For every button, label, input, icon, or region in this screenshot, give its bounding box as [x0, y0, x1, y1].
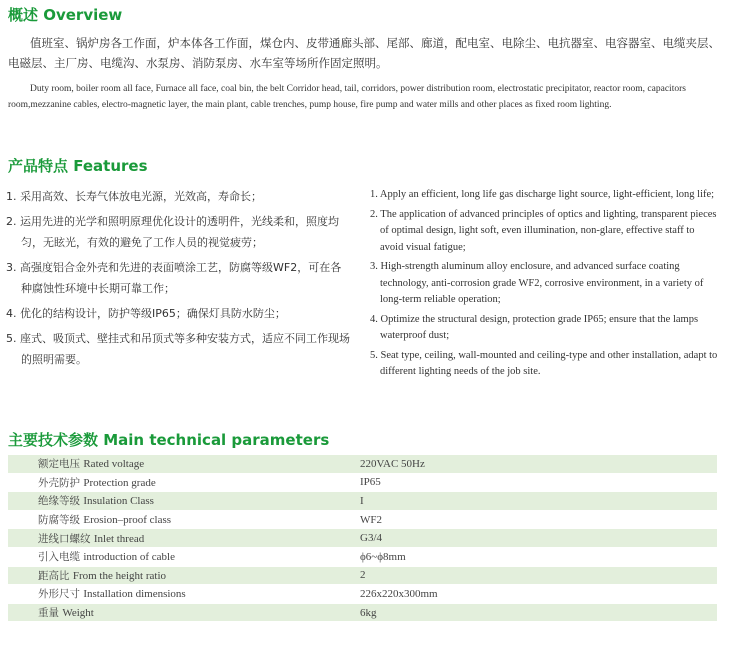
- param-label-cn: 进线口螺纹: [38, 532, 91, 545]
- features-heading: 产品特点 Features: [8, 157, 148, 175]
- table-row: [8, 529, 717, 548]
- param-value: ϕ6~ϕ8mm: [360, 547, 717, 566]
- param-label: [8, 455, 360, 473]
- param-label-cn: 引入电缆: [38, 551, 80, 564]
- param-label: [8, 547, 360, 566]
- table-row: [8, 585, 717, 604]
- param-label-en: Rated voltage: [83, 458, 145, 471]
- param-value: 2: [360, 566, 717, 585]
- param-label-en: Inlet thread: [93, 532, 145, 545]
- param-label-cn: 外形尺寸: [38, 588, 80, 601]
- param-label-en: introduction of cable: [83, 551, 175, 564]
- feature-cn-item: 3. 高强度铝合金外壳和先进的表面喷涂工艺，防腐等级WF2，可在各种腐蚀性环境中长期可靠工作；: [6, 261, 342, 295]
- param-label: [8, 566, 360, 585]
- table-row: [8, 510, 717, 529]
- feature-en-item: 4. Optimize the structural design, protection grade IP65; ensure that the lamps waterproof dust;: [370, 313, 699, 341]
- table-row: [8, 547, 717, 566]
- parameters-heading: 主要技术参数 Main technical parameters: [8, 431, 330, 449]
- overview-heading: 概述 Overview: [8, 6, 123, 24]
- overview-cn-text: 值班室、锅炉房各工作面，炉本体各工作面，煤仓内、皮带通廊头部、尾部、廊道，配电室、电除尘、电抗器室、电容器室、电缆夹层、电磁层、主厂房、电缆沟、水泵房、消防泵房、水车室等场所作固定照明。: [8, 36, 720, 70]
- feature-en-item: 2. The application of advanced principles of optics and lighting, transparent pieces of optimal design, light soft, even illumination, non-glare, effective staff to avoid visual fatigue;: [370, 208, 717, 253]
- param-value: WF2: [360, 510, 717, 529]
- table-row: [8, 566, 717, 585]
- table-row: [8, 603, 717, 622]
- param-label: [8, 585, 360, 604]
- param-label-cn: 额定电压: [38, 458, 80, 471]
- param-label-cn: 外壳防护: [38, 476, 80, 489]
- param-label-cn: 重量: [38, 607, 59, 620]
- parameters-table: [8, 455, 717, 622]
- param-label-cn: 距高比: [38, 569, 70, 582]
- param-label: [8, 492, 360, 511]
- table-row: [8, 455, 717, 473]
- param-label-cn: 绝缘等级: [38, 495, 80, 508]
- param-label-en: Installation dimensions: [83, 588, 186, 601]
- features-en-list: [370, 187, 720, 384]
- param-label-en: Erosion–proof class: [83, 514, 172, 527]
- param-label-en: Weight: [62, 607, 94, 620]
- feature-cn-item: 5. 座式、吸顶式、壁挂式和吊顶式等多种安装方式，适应不同工作现场的照明需要。: [6, 332, 350, 366]
- param-value: I: [360, 492, 717, 511]
- param-label-en: From the height ratio: [72, 569, 167, 582]
- param-label-en: Protection grade: [83, 476, 156, 489]
- param-label-cn: 防腐等级: [38, 514, 80, 527]
- feature-en-item: 5. Seat type, ceiling, wall-mounted and ceiling-type and other installation, adapt to different lighting needs of the job site.: [370, 349, 718, 377]
- feature-cn-item: 4. 优化的结构设计，防护等级IP65；确保灯具防水防尘；: [6, 307, 286, 320]
- features-cn-list: [6, 186, 351, 374]
- param-value: G3/4: [360, 529, 717, 548]
- overview-en-text: Duty room, boiler room all face, Furnace all face, coal bin, the belt Corridor head, tail, corridors, power distribution room, electrostatic precipitator, reactor room, capacitors room,mezzanine cables, electro-magnetic layer, the main plant, cable trenches, pump house, fire pump and water mills and other places as fixed room lighting.: [8, 84, 686, 110]
- param-label: [8, 603, 360, 622]
- param-value: IP65: [360, 473, 717, 492]
- param-value: 6kg: [360, 603, 717, 622]
- table-row: [8, 473, 717, 492]
- feature-cn-item: 1. 采用高效、长寿气体放电光源，光效高，寿命长；: [6, 190, 262, 203]
- param-label: [8, 510, 360, 529]
- feature-en-item: 3. High-strength aluminum alloy enclosure, and advanced surface coating technology, anti-corrosion grade WF2, corrosive environment, in a variety of long-term reliable operation;: [370, 261, 704, 305]
- param-label: [8, 473, 360, 492]
- param-label: [8, 529, 360, 548]
- param-value: 226x220x300mm: [360, 585, 717, 604]
- table-row: [8, 492, 717, 511]
- param-label-en: Insulation Class: [83, 495, 154, 508]
- feature-en-item: 1. Apply an efficient, long life gas discharge light source, light-efficient, long life;: [370, 189, 715, 200]
- feature-cn-item: 2. 运用先进的光学和照明原理优化设计的透明件，光线柔和，照度均匀，无眩光，有效的避免了工作人员的视觉疲劳；: [6, 215, 339, 249]
- param-value: 220VAC 50Hz: [360, 455, 717, 473]
